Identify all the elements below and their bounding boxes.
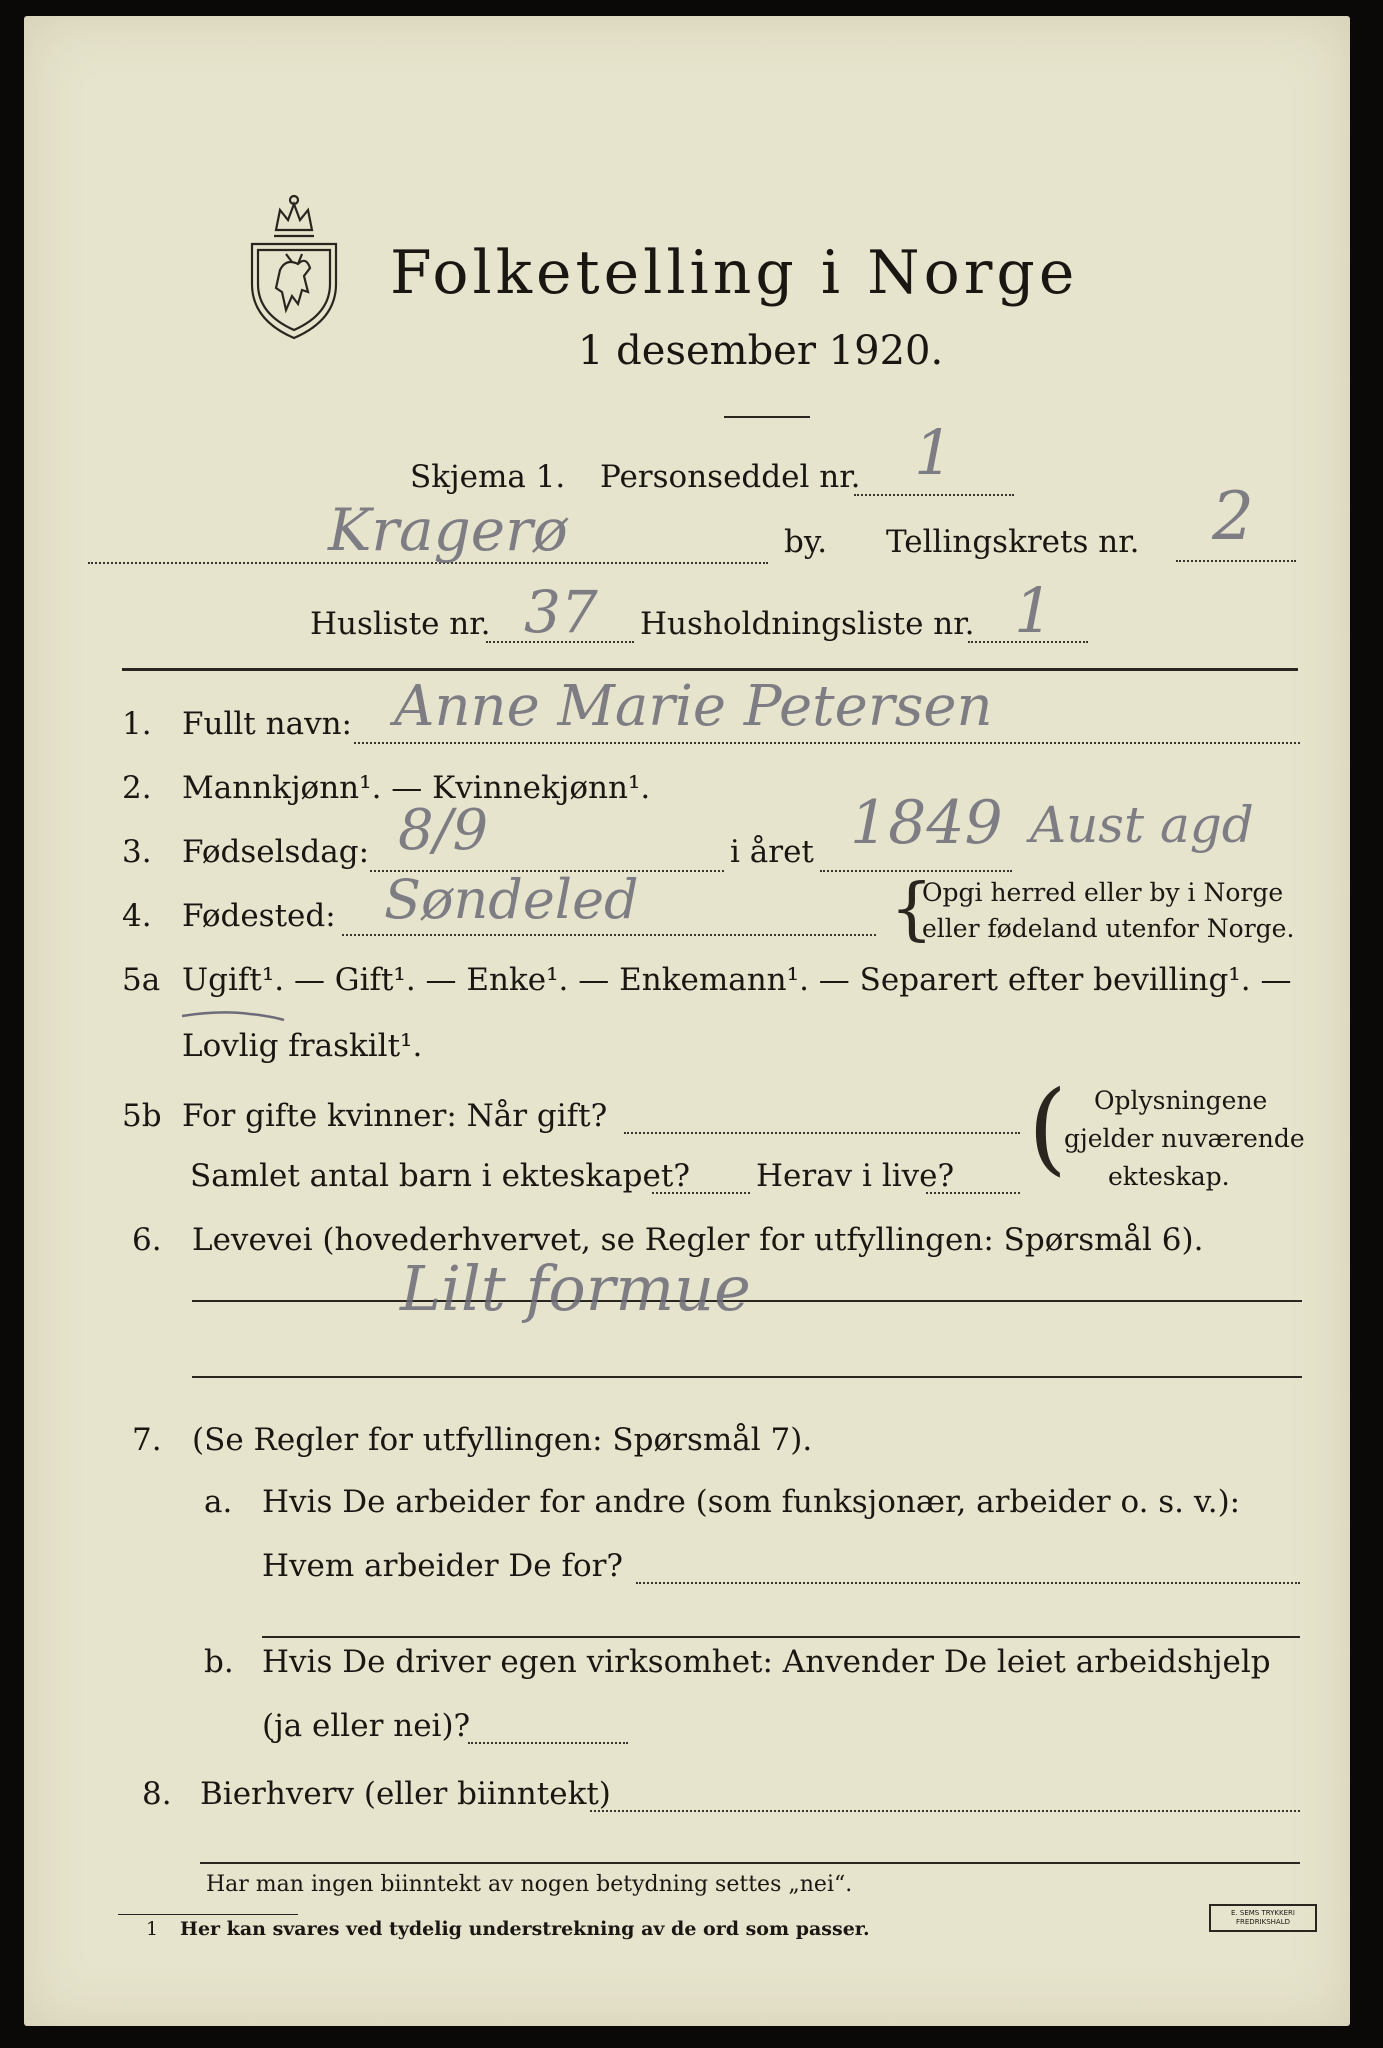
- q1-number: 1.: [122, 706, 152, 742]
- employer-line-2[interactable]: [262, 1636, 1300, 1638]
- ugift-pencil-underline: [180, 1006, 286, 1024]
- q8-note: Har man ingen biinntekt av nogen betydning settes „nei“.: [206, 1872, 853, 1897]
- q7a-letter: a.: [204, 1484, 233, 1520]
- q5b-note-line3: ekteskap.: [1108, 1162, 1230, 1191]
- q5b-note-line1: Oplysningene: [1094, 1086, 1268, 1115]
- q7b-label-2: (ja eller nei)?: [262, 1708, 471, 1744]
- q5b-brace: (: [1028, 1069, 1068, 1186]
- q4-number: 4.: [122, 898, 152, 934]
- hired-help-field[interactable]: [468, 1742, 628, 1744]
- personseddel-label: Personseddel nr.: [600, 459, 861, 495]
- q6-label: Levevei (hovederhvervet, se Regler for utfyllingen: Spørsmål 6).: [192, 1222, 1204, 1258]
- q2-label: Mannkjønn¹. — Kvinnekjønn¹.: [182, 770, 651, 806]
- q2-number: 2.: [122, 770, 152, 806]
- husliste-value: 37: [524, 578, 598, 646]
- q7b-letter: b.: [204, 1644, 234, 1680]
- full-name-field[interactable]: [354, 742, 1300, 744]
- full-name-value: Anne Marie Petersen: [394, 674, 993, 739]
- occupation-value: Lilt formue: [400, 1252, 751, 1325]
- side-income-field[interactable]: [590, 1810, 1300, 1812]
- printer-stamp: [1209, 1904, 1317, 1932]
- q4-note-line1: Opgi herred eller by i Norge: [922, 878, 1284, 907]
- personseddel-field[interactable]: [854, 494, 1014, 496]
- form-title: Folketelling i Norge: [390, 238, 1079, 308]
- personseddel-value: 1: [914, 416, 954, 489]
- husholdningsliste-value: 1: [1014, 574, 1054, 647]
- town-value: Kragerø: [328, 496, 568, 564]
- q6-number: 6.: [132, 1222, 162, 1258]
- q3-year-label: i året: [730, 834, 814, 870]
- norway-coat-of-arms-icon: [246, 192, 342, 342]
- q4-label: Fødested:: [182, 898, 336, 934]
- q5a-label-2: Lovlig fraskilt¹.: [182, 1028, 423, 1064]
- header-separator: [122, 668, 1298, 671]
- title-divider: [724, 416, 810, 418]
- census-form-sheet: [24, 16, 1350, 2026]
- q7a-label: Hvis De arbeider for andre (som funksjonær, arbeider o. s. v.):: [262, 1484, 1241, 1520]
- birth-day-value: 8/9: [398, 798, 489, 863]
- tellingskrets-label: Tellingskrets nr.: [886, 524, 1140, 560]
- employer-field[interactable]: [636, 1582, 1300, 1584]
- tellingskrets-field[interactable]: [1176, 560, 1296, 562]
- q5b-label-2: Samlet antal barn i ekteskapet?: [190, 1158, 690, 1194]
- husholdningsliste-label: Husholdningsliste nr.: [640, 606, 975, 642]
- tellingskrets-value: 2: [1212, 478, 1254, 555]
- q5b-note-line2: gjelder nuværende: [1064, 1124, 1305, 1153]
- married-date-field[interactable]: [624, 1132, 1020, 1134]
- occupation-line-2[interactable]: [192, 1376, 1302, 1378]
- side-income-line-2[interactable]: [200, 1862, 1300, 1864]
- q5b-number: 5b: [122, 1098, 162, 1134]
- census-date: 1 desember 1920.: [578, 328, 944, 374]
- q5a-label: Ugift¹. — Gift¹. — Enke¹. — Enkemann¹. — Separert efter bevilling¹. —: [182, 962, 1292, 998]
- q1-label: Fullt navn:: [182, 706, 352, 742]
- stamp-line1: E. SEMS TRYKKERI: [1231, 1909, 1295, 1917]
- q3-number: 3.: [122, 834, 152, 870]
- by-label: by.: [784, 524, 828, 560]
- q7b-label: Hvis De driver egen virksomhet: Anvender De leiet arbeidshjelp: [262, 1644, 1271, 1680]
- husliste-label: Husliste nr.: [310, 606, 491, 642]
- birthplace-value: Søndeled: [384, 868, 639, 931]
- children-alive-field[interactable]: [926, 1192, 1020, 1194]
- q8-number: 8.: [142, 1776, 172, 1812]
- q5a-number: 5a: [122, 962, 161, 998]
- footnote-text: Her kan svares ved tydelig understrekning av de ord som passer.: [180, 1918, 870, 1940]
- birth-year-value: 1849: [850, 788, 1003, 858]
- q3-label: Fødselsdag:: [182, 834, 370, 870]
- birth-region-value: Aust agd: [1030, 796, 1254, 854]
- q7a-label-2: Hvem arbeider De for?: [262, 1548, 624, 1584]
- q8-label: Bierhverv (eller biinntekt): [200, 1776, 611, 1812]
- footnote-rule: [118, 1914, 298, 1915]
- q5b-alive-label: Herav i live?: [756, 1158, 955, 1194]
- q4-note-line2: eller fødeland utenfor Norge.: [922, 914, 1295, 943]
- stamp-line2: FREDRIKSHALD: [1235, 1918, 1290, 1926]
- children-total-field[interactable]: [652, 1192, 750, 1194]
- footnote-marker: 1: [146, 1918, 159, 1940]
- q4-brace: {: [890, 870, 934, 949]
- birthplace-field[interactable]: [342, 934, 876, 936]
- q5b-label: For gifte kvinner: Når gift?: [182, 1098, 608, 1134]
- skjema-label: Skjema 1.: [410, 459, 566, 495]
- q7-number: 7.: [132, 1422, 162, 1458]
- q7-label: (Se Regler for utfyllingen: Spørsmål 7).: [192, 1422, 813, 1458]
